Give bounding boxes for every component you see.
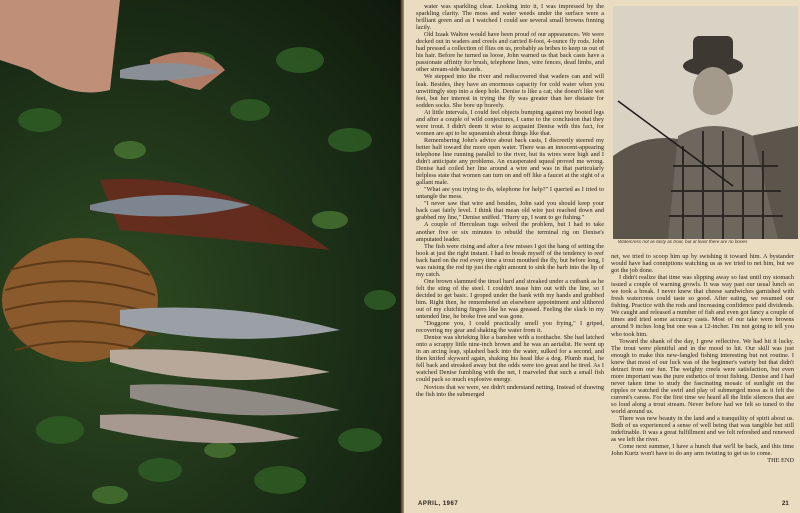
paragraph: Denise was shrieking like a banshee with a toothache. She had latched onto a scrappy little nine-inch brown and he was an aerialist. He went up in an arcing leap, splashed back into the water, sulked for a second, and then knifed skyward again, shaking his head like a dog. Plumb mad, he fell back and streaked away but the odds were too great and he tired. As I watched Denise fumbling with the net, I marveled that such a small fish could pack so much explosive energy.	[416, 334, 604, 384]
paragraph: Toward the shank of the day, I grew reflective. We had hit it lucky. The trout were plentiful and in the mood to hit. Our skill was just enough to make this new-fangled fishing interesting but not routine. I knew that most of our luck was of the beginner's variety but that didn't detract from our fun. The weighty creels were satisfaction, but even more important was the pure esthetics of trout fishing. Denise and I had never taken time to study the fascinating mosaic of sunlight on the ripples or watched the swirl and play of submerged moss as it felt the current's caress. For the first time we heard all the little silences that are so loud along a trout stream. Never before had we felt so tuned to the world around us.	[611, 337, 794, 416]
paragraph: Novices that we were, we didn't understand netting. Instead of drawing the fish into the submerged	[416, 383, 604, 398]
paragraph: I didn't realize that time was slipping away so fast until my stomach issued a couple of warning growls. It was way past our usual lunch so we took a break. I never knew that cheese sandwiches garnished with fresh watercress could taste so good. After eating, we resumed our fishing. Practice with the rods and increasing confidence paid dividends. We caught and released a number of fish and even got fancy a couple of times and tried some accuracy casts. Most of our take were browns around 9 inches long but one was a 12-incher. I'm not going to tell you who took him.	[611, 274, 794, 338]
paragraph: water was sparkling clear. Looking into it, I was impressed by the sparkling clarity. The moss and water weeds under the surface were a brilliant green and as I watched I could see several small browns finning lazily.	[416, 3, 604, 32]
paragraph: "Doggone you, I could practically smell you frying," I griped, recovering my gear and shaking the water from it.	[416, 320, 604, 335]
paragraph: Old Izaak Walton would have been proud of our appearances. We were decked out in waders and creels and carried 8-foot, 4-ounce fly rods. John had pressed a collection of flies on us, probably as bribes to keep us out of his hair. Before he turned us loose, John warned us that back casts have a passionate affinity for brush, telephone lines, wire fences, dead limbs, and other stream-side hazards.	[416, 31, 604, 74]
paragraph: There was new beauty in the land and a tranquility of spirit about us. Both of us experienced a sense of well being that was tangible but still indefinable. It was a great fulfillment and we felt refreshed and renewed as we left the river.	[611, 415, 794, 444]
issue-date: APRIL, 1967	[418, 501, 459, 507]
article-column-right	[611, 253, 794, 496]
article-column-left	[416, 3, 604, 496]
paragraph: "I never saw that wire and besides, John said you should keep your back cast fairly level. I think that mean old wire just reached down and grabbed my line," Denise sniffed. "Hurry up, I want to go fishing."	[416, 200, 604, 222]
paragraph: Remembering John's advice about back casts, I discreetly steered my better half toward the more open water. There was an innocent-appearing telephone line running parallel to the river, but its wires were high and I didn't anticipate any problems. An exasperated squeal proved me wrong. Denise had coiled her line around a wire and was in that particularly helpless state that women can turn on and off like a faucet at the sight of a gallant male.	[416, 136, 604, 187]
paragraph: A couple of Herculean tugs solved the problem, but I had to take another five or six minutes to rebuild the terminal rig on Denise's amputated leader.	[416, 221, 604, 243]
paragraph: "What are you trying to do, telephone for help?" I queried as I tried to untangle the mess.	[416, 186, 604, 201]
the-end-marker: THE END	[767, 457, 794, 465]
paragraph: One brown slammed the tinsel hard and streaked under a cutbank as he felt the sting of the steel. I couldn't tease him out with the line, so I decided to get basic. I groped under the bank with my hands and grabbed him. Right then, he remembered an elsewhere appointment and slithered out of my clutching fingers like he was greased. Feeling the slack in my untended line, he broke free and was gone.	[416, 277, 604, 321]
page-number: 21	[782, 501, 789, 507]
paragraph: We stepped into the river and rediscovered that waders can and will leak. Besides, they have an enormous capacity for cold water when you unwittingly step into a deep hole. Denise is like a cat; she doesn't like wet feet, but her interest in trying the fly was greater than her distaste for sodden socks. She bore up bravely.	[416, 73, 604, 109]
paragraph: net, we tried to scoop him up by swishing it toward him. A bystander would have had conniptions watching us as we tried to net him, but we got the job done.	[611, 253, 794, 275]
photo-caption: Watercress not as tasty as trout, but at least there are no bones	[618, 239, 748, 244]
paragraph: Come next summer, I have a hunch that we'll be back, and this time John Kurtz won't have to do any arm twisting to get us to come.	[611, 443, 794, 458]
paragraph: The fish were rising and after a few misses I got the hang of setting the hook at just the right instant. I had to break myself of the tendency to reef back hard on the rod every time a trout mouthed the fly, but before long, I was raising the rod tip just the right amount to sink the barb into the lip of my catch.	[416, 242, 604, 278]
fisherman-image	[613, 6, 798, 239]
right-page	[404, 0, 800, 513]
paragraph: At little intervals, I could feel objects bumping against my booted legs and after a couple of wild conjectures, I came to the conclusion that they were trout. I didn't deem it wise to acquaint Denise with this fact, for women are apt to be squeamish about things like that.	[416, 108, 604, 137]
fisherman-photo	[613, 6, 798, 239]
